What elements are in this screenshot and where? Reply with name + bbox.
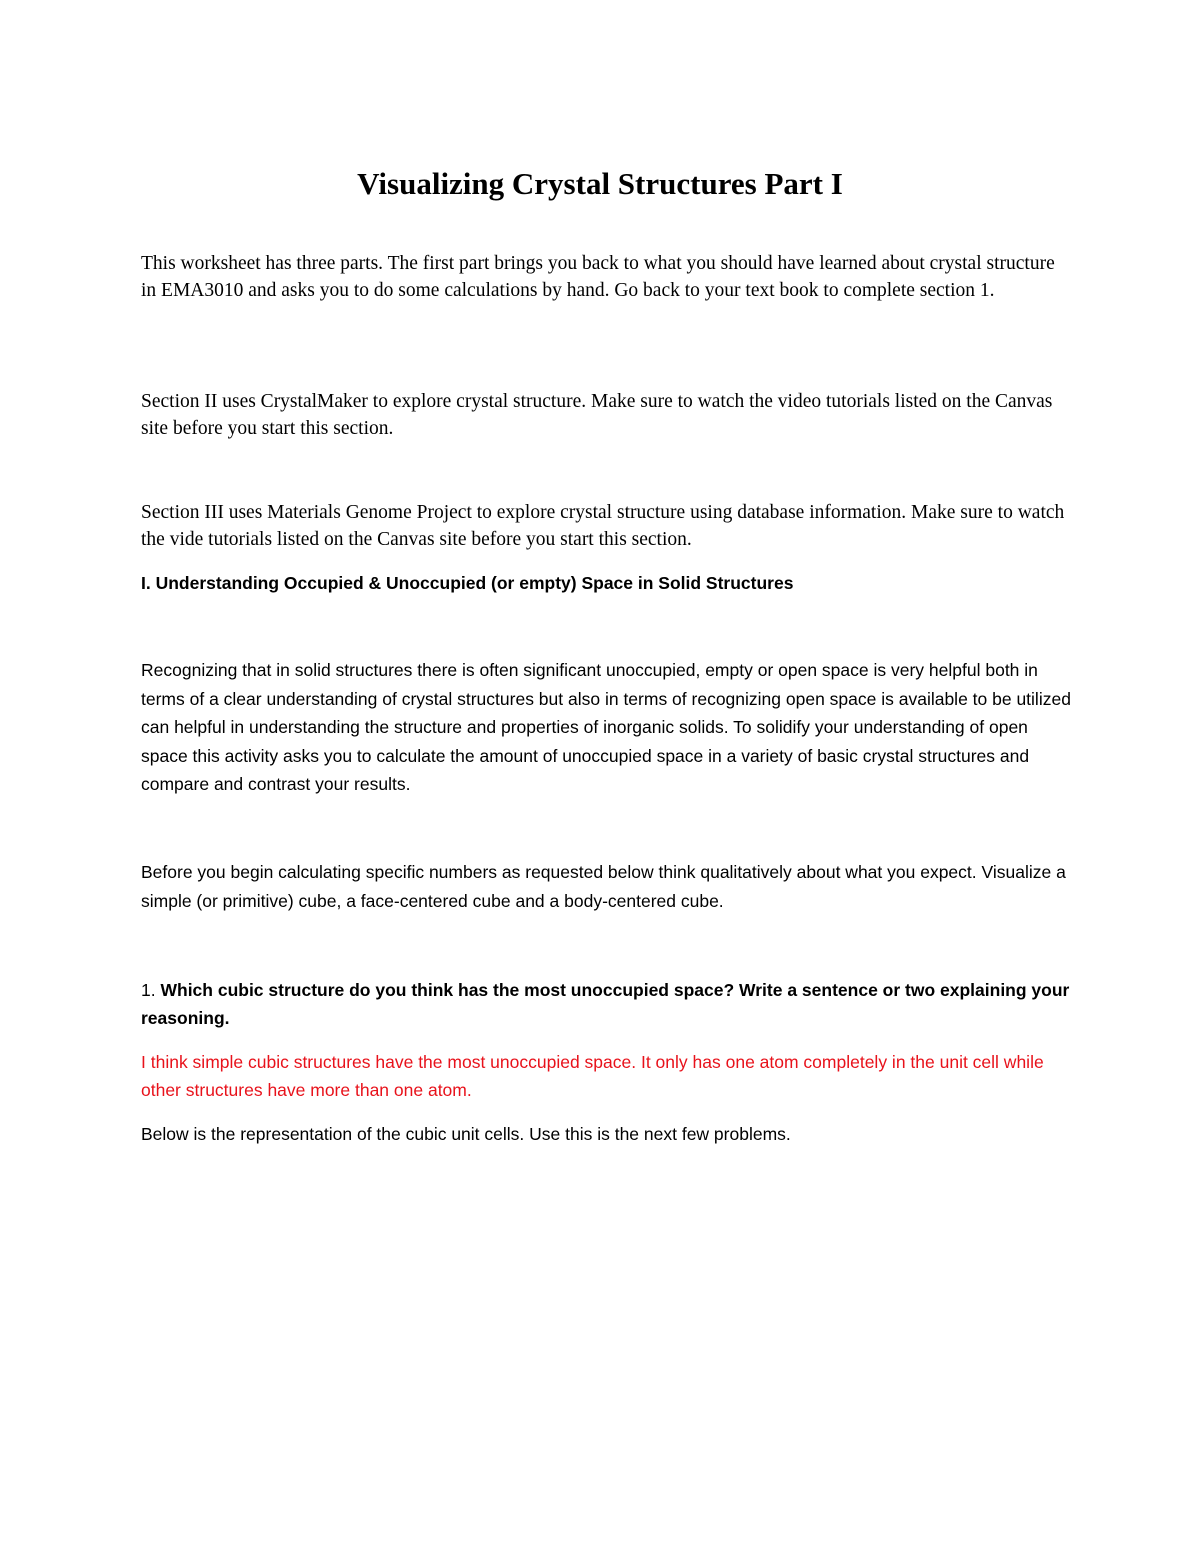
question-1 <box>141 976 1071 1032</box>
intro-paragraph-section-ii: Section II uses CrystalMaker to explore crystal structure. Make sure to watch the video tutorials listed on the Canvas site before you start this section. <box>141 391 1053 439</box>
intro-paragraph-overview: This worksheet has three parts. The first part brings you back to what you should have learned about crystal structure in EMA3010 and asks you to do some calculations by hand. Go back to your text book to complete section 1. <box>141 253 1055 301</box>
section-1-heading: I. Understanding Occupied & Unoccupied (or empty) Space in Solid Structures <box>141 573 794 593</box>
document-title: Visualizing Crystal Structures Part I <box>357 166 843 201</box>
answer-1: I think simple cubic structures have the most unoccupied space. It only has one atom completely in the unit cell while other structures have more than one atom. <box>141 1052 1044 1100</box>
question-1-number: 1. <box>141 980 156 1000</box>
section-1-paragraph-qualitative: Before you begin calculating specific numbers as requested below think qualitatively about what you expect. Visualize a simple (or primitive) cube, a face-centered cube and a body-centered cube. <box>141 862 1066 911</box>
unit-cells-note: Below is the representation of the cubic unit cells. Use this is the next few problems. <box>141 1124 791 1144</box>
section-1-paragraph-open-space: Recognizing that in solid structures there is often significant unoccupied, empty or open space is very helpful both in terms of a clear understanding of crystal structures but also in terms of recognizing open space is available to be utilized can helpful in understanding the structure and properties of inorganic solids. To solidify your understanding of open space this activity asks you to calculate the amount of unoccupied space in a variety of basic crystal structures and compare and contrast your results. <box>141 660 1071 794</box>
question-1-text: Which cubic structure do you think has the most unoccupied space? Write a sentence or two explaining your reasoning. <box>141 980 1070 1028</box>
intro-paragraph-section-iii: Section III uses Materials Genome Project to explore crystal structure using database information. Make sure to watch the vide tutorials listed on the Canvas site before you start this section. <box>141 502 1065 550</box>
